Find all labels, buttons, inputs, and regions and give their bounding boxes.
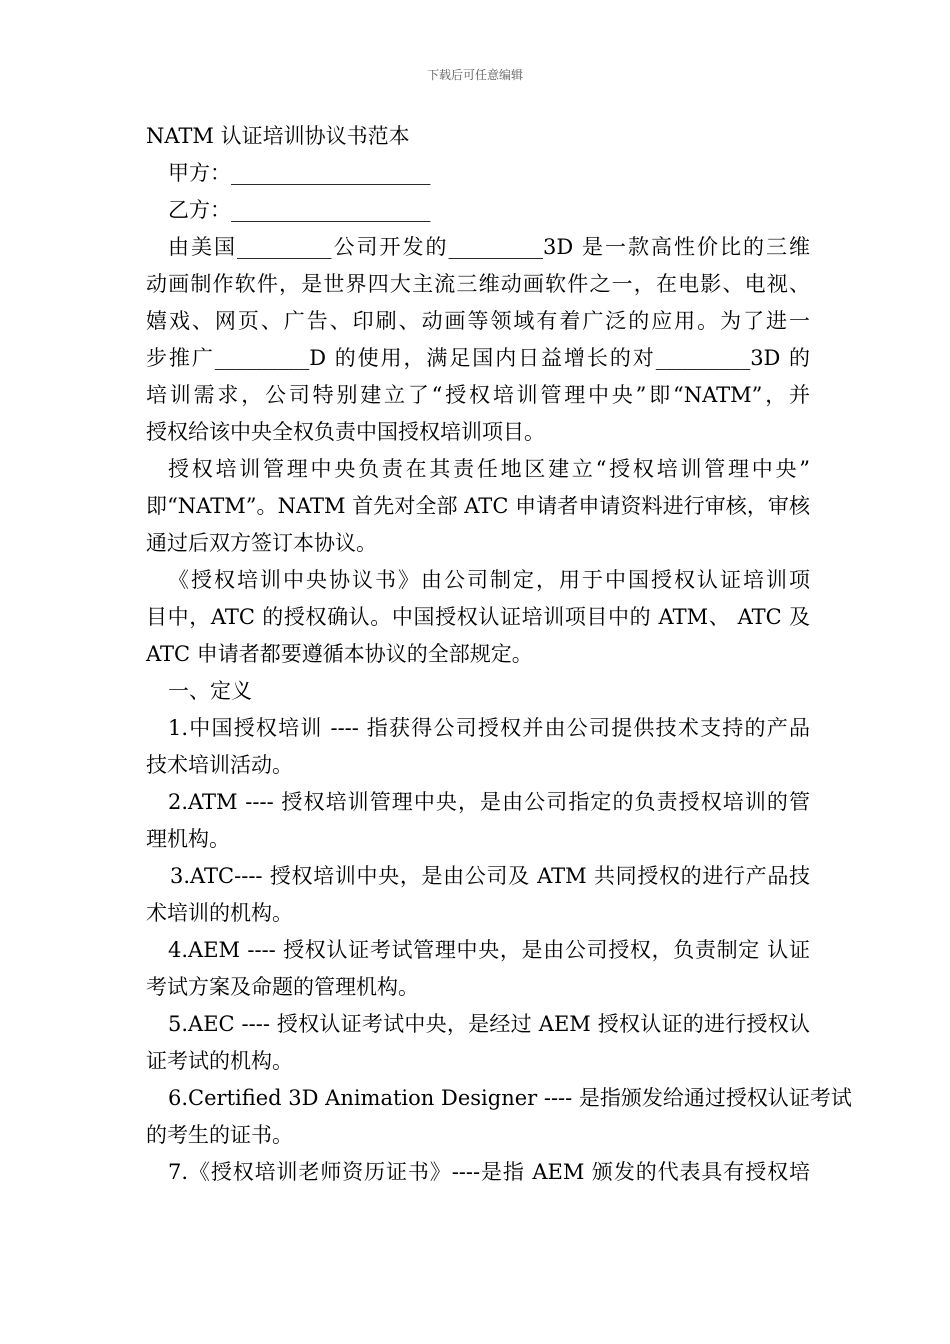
definition-line: 3.ATC---- 授权培训中央，是由公司及 ATM 共同授权的进行产品技 <box>170 864 810 888</box>
definition-line: 1.中国授权培训 ---- 指获得公司授权并由公司提供技术支持的产品 <box>168 716 810 740</box>
definition-line: 的考生的证书。 <box>146 1123 293 1147</box>
paragraph-line: 通过后双方签订本协议。 <box>146 531 377 555</box>
section-heading: 一、定义 <box>168 679 252 703</box>
paragraph-line: 由美国_________公司开发的_________3D 是一款高性价比的三维 <box>168 235 810 259</box>
definition-line: 技术培训活动。 <box>146 753 293 777</box>
definition-line: 5.AEC ---- 授权认证考试中央，是经过 AEM 授权认证的进行授权认 <box>168 1012 810 1036</box>
paragraph-line: 培训需求，公司特别建立了“授权培训管理中央”即“NATM”，并 <box>146 383 810 407</box>
party-a-line: 甲方：___________________ <box>168 161 431 185</box>
definition-line: 2.ATM ---- 授权培训管理中央，是由公司指定的负责授权培训的管 <box>168 790 810 814</box>
definition-line: 7.《授权培训老师资历证书》----是指 AEM 颁发的代表具有授权培 <box>168 1160 810 1184</box>
document-body <box>146 118 852 1191</box>
party-b-line: 乙方：___________________ <box>168 198 431 222</box>
definition-line: 证考试的机构。 <box>146 1049 293 1073</box>
paragraph-line: 授权培训管理中央负责在其责任地区建立“授权培训管理中央” <box>168 457 810 481</box>
definition-line: 理机构。 <box>146 827 230 851</box>
definition-line: 6.Certified 3D Animation Designer ---- 是指颁发给通过授权认证考试 <box>168 1086 852 1110</box>
paragraph-line: 目中，ATC 的授权确认。中国授权认证培训项目中的 ATM、 ATC 及 <box>146 605 810 629</box>
paragraph-line: ATC 申请者都要遵循本协议的全部规定。 <box>146 642 533 666</box>
header-note: 下载后可任意编辑 <box>426 68 523 82</box>
paragraph-line: 授权给该中央全权负责中国授权培训项目。 <box>146 420 545 444</box>
paragraph-line: 即“NATM”。NATM 首先对全部 ATC 申请者申请资料进行审核，审核 <box>146 494 810 518</box>
definition-line: 考试方案及命题的管理机构。 <box>146 975 419 999</box>
paragraph-line: 步推广_________D 的使用，满足国内日益增长的对_________3D 的 <box>146 346 810 370</box>
definition-line: 4.AEM ---- 授权认证考试管理中央，是由公司授权，负责制定 认证 <box>168 938 810 962</box>
paragraph-line: 嬉戏、网页、广告、印刷、动画等领域有着广泛的应用。为了进一 <box>146 309 810 333</box>
document-title: NATM 认证培训协议书范本 <box>146 124 410 148</box>
paragraph-line: 《授权培训中央协议书》由公司制定，用于中国授权认证培训项 <box>168 568 810 592</box>
paragraph-line: 动画制作软件，是世界四大主流三维动画软件之一，在电影、电视、 <box>146 272 810 296</box>
definition-line: 术培训的机构。 <box>146 901 293 925</box>
